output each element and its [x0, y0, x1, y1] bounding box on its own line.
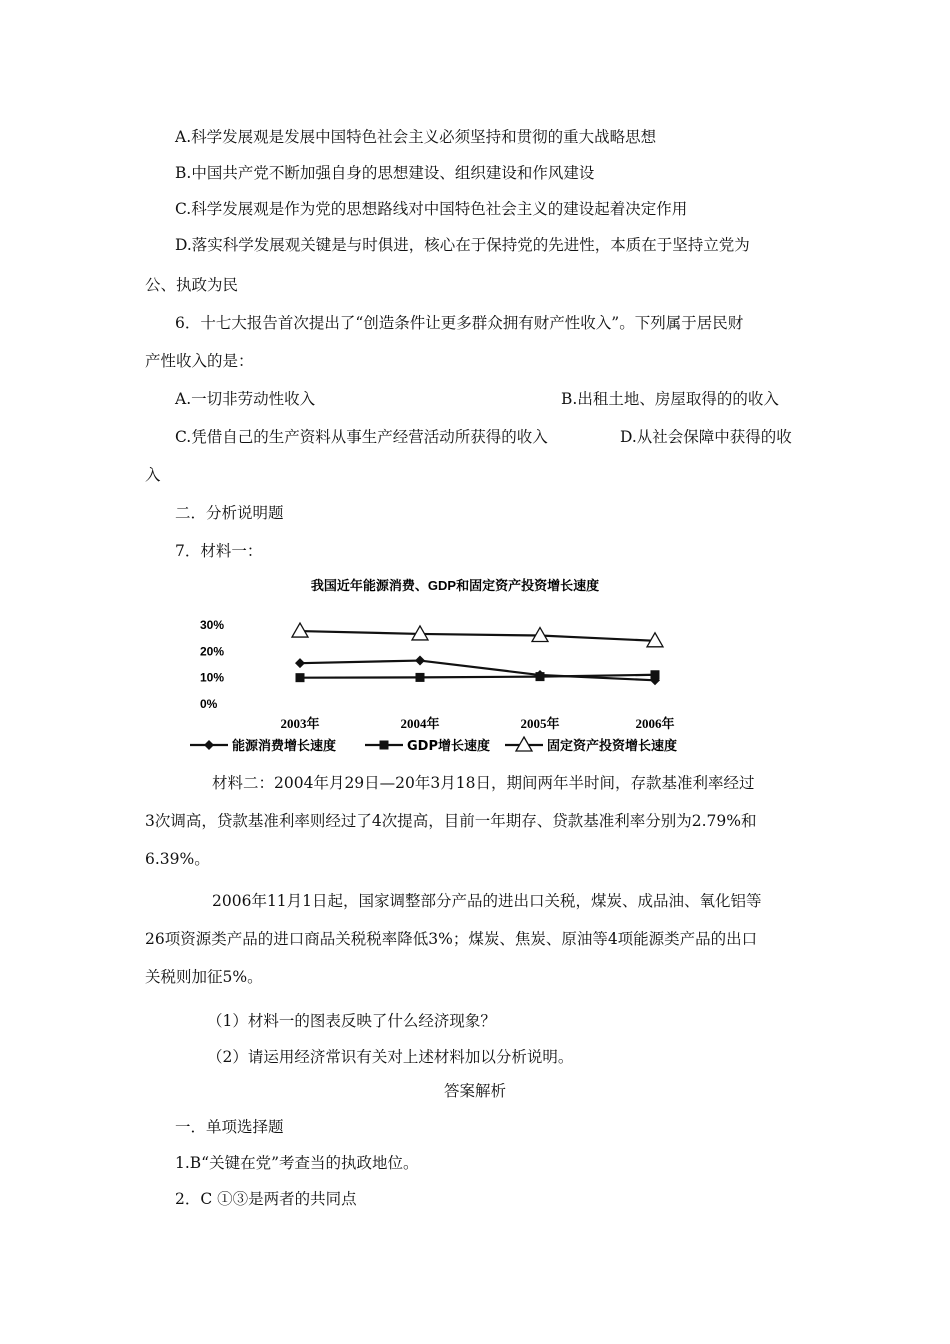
q6-option-c: C.凭借自己的生产资料从事生产经营活动所获得的收入	[175, 428, 548, 446]
x-tick-label: 2003年	[280, 716, 320, 731]
chart-title: 我国近年能源消费、GDP和固定资产投资增长速度	[310, 578, 600, 593]
series-square	[296, 670, 660, 682]
q5-option-d-line2: 公、执政为民	[145, 276, 239, 294]
x-tick-label: 2006年	[635, 716, 675, 731]
q7-subquestion-1: （1）材料一的图表反映了什么经济现象？	[207, 1012, 496, 1030]
q6-option-d-line1: D.从社会保障中获得的收	[620, 428, 792, 446]
q6-stem-line2: 产性收入的是：	[145, 352, 254, 370]
legend-label: 固定资产投资增长速度	[547, 739, 678, 754]
y-tick-label: 30%	[200, 618, 225, 632]
x-tick-label: 2005年	[520, 716, 560, 731]
x-tick-label: 2004年	[400, 716, 440, 731]
q5-option-b: B.中国共产党不断加强自身的思想建设、组织建设和作风建设	[175, 164, 595, 182]
q7-material2-line3: 6.39%。	[145, 850, 210, 868]
square-point	[416, 673, 425, 682]
q5-option-c: C.科学发展观是作为党的思想路线对中国特色社会主义的建设起着决定作用	[175, 200, 688, 218]
q6-option-a: A.一切非劳动性收入	[175, 390, 316, 408]
answer-2: 2．C ①③是两者的共同点	[175, 1190, 357, 1208]
series-diamond	[295, 656, 660, 686]
answer-1: 1.B“关键在党”考查当的执政地位。	[175, 1154, 419, 1172]
q7-label: 7．材料一：	[175, 542, 263, 560]
legend-label: 能源消费增长速度	[232, 739, 337, 754]
q6-option-b: B.出租土地、房屋取得的的收入	[561, 390, 779, 408]
square-point	[296, 673, 305, 682]
y-tick-label: 10%	[200, 670, 225, 685]
q7-material2-line1: 材料二：2004年月29日—20年3月18日，期间两年半时间，存款基准利率经过	[212, 774, 755, 792]
square-point	[536, 672, 545, 681]
triangle-point	[292, 623, 308, 637]
q7-tariff-line1: 2006年11月1日起，国家调整部分产品的进出口关税，煤炭、成品油、氧化铝等	[212, 892, 762, 910]
diamond-point	[204, 740, 214, 750]
square-point	[380, 741, 389, 750]
q5-option-d-line1: D.落实科学发展观关键是与时俱进，核心在于保持党的先进性，本质在于坚持立党为	[175, 236, 750, 254]
y-tick-label: 0%	[200, 697, 218, 711]
y-tick-label: 20%	[200, 644, 225, 659]
answers-title: 答案解析	[443, 1082, 506, 1100]
series-triangle	[292, 623, 663, 647]
q7-tariff-line2: 26项资源类产品的进口商品关税税率降低3%；煤炭、焦炭、原油等4项能源类产品的出口	[145, 930, 758, 948]
growth-line-chart	[185, 570, 725, 765]
diamond-point	[415, 656, 425, 666]
section2-title: 二．分析说明题	[175, 504, 284, 522]
q7-material2-line2: 3次调高，贷款基准利率则经过了4次提高，目前一年期存、贷款基准利率分别为2.79%和	[145, 812, 757, 830]
q7-tariff-line3: 关税则加征5%。	[145, 968, 263, 986]
q5-option-a: A.科学发展观是发展中国特色社会主义必须坚持和贯彻的重大战略思想	[175, 128, 657, 146]
diamond-point	[295, 658, 305, 668]
square-point	[651, 670, 660, 679]
q6-option-d-line2: 入	[145, 466, 161, 484]
legend-label: GDP增长速度	[407, 739, 490, 754]
answers-section1: 一．单项选择题	[175, 1118, 284, 1136]
series-line	[300, 631, 655, 641]
q7-subquestion-2: （2）请运用经济常识有关对上述材料加以分析说明。	[207, 1048, 574, 1066]
q6-stem-line1: 6．十七大报告首次提出了“创造条件让更多群众拥有财产性收入”。下列属于居民财	[175, 314, 744, 332]
